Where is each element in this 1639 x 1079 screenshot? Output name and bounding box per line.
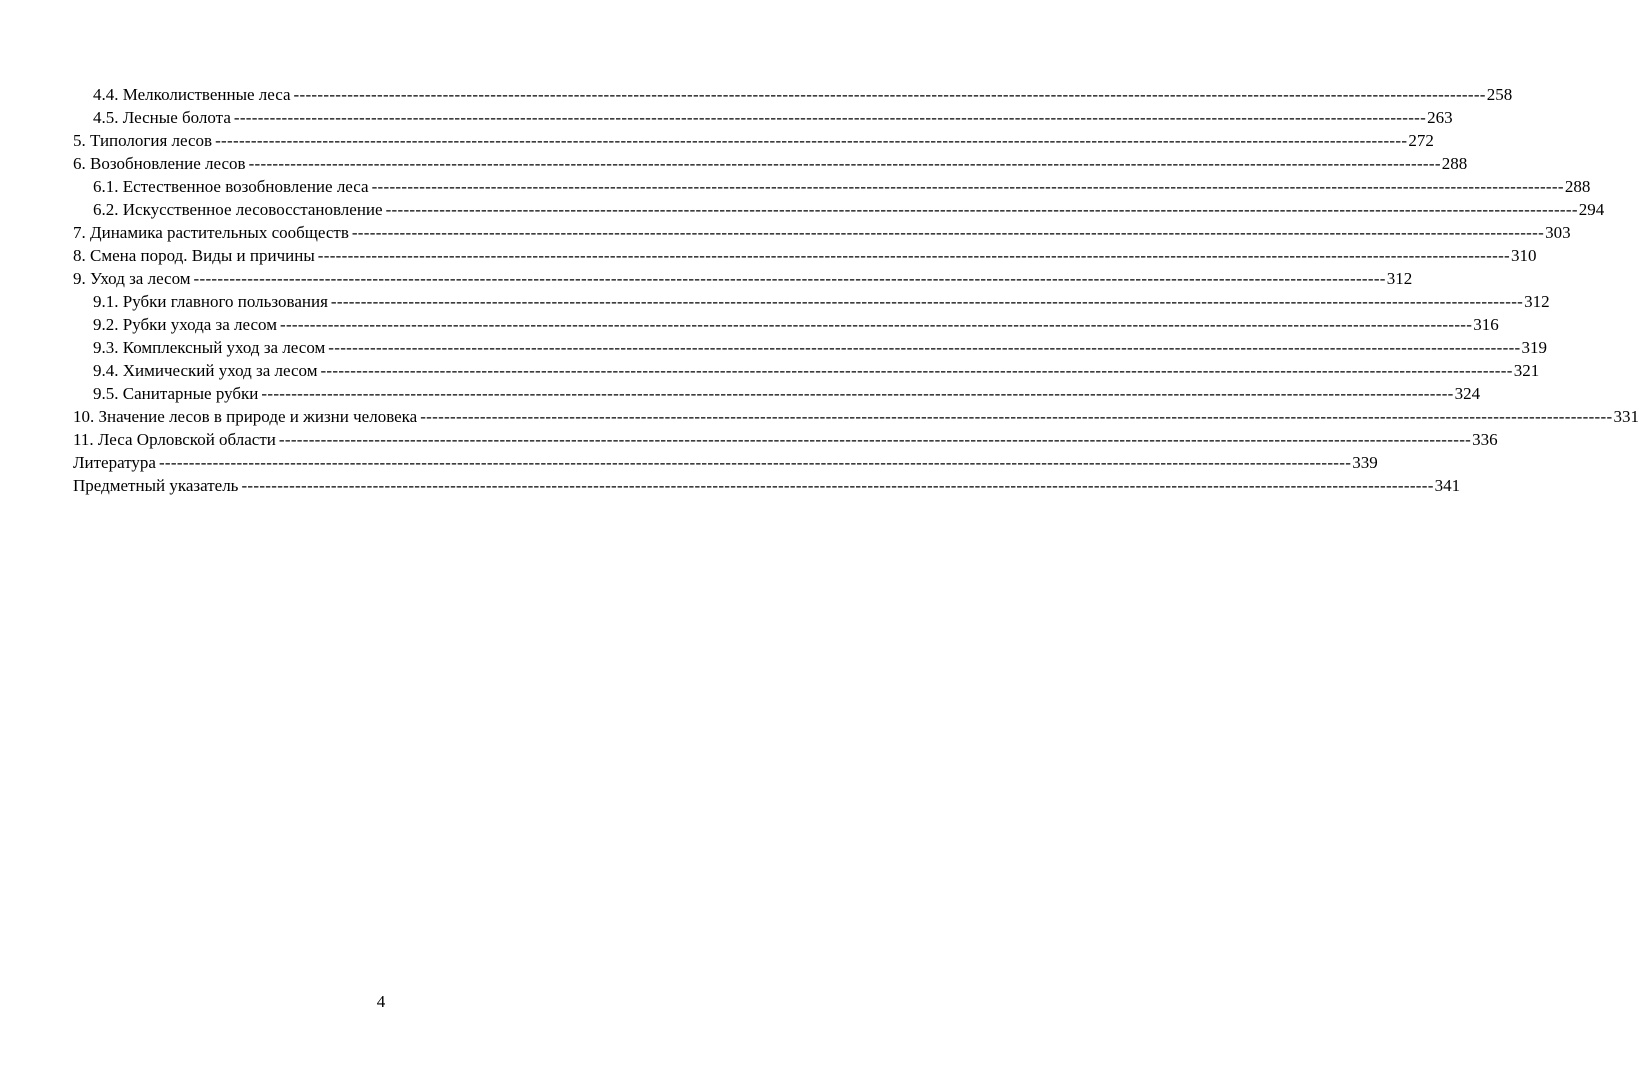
toc-entry-page: 324 [1454, 384, 1481, 403]
toc-entry[interactable] [73, 290, 1550, 313]
toc-entry[interactable] [73, 428, 1498, 451]
toc-leader-dashes: -------------------------------------------------------------------------------------------------------------------------------------------------------------------------------------------------------- [385, 200, 1578, 219]
toc-entry-title: 9.5. Санитарные рубки [93, 384, 259, 403]
toc-leader-dashes: -------------------------------------------------------------------------------------------------------------------------------------------------------------------------------------------------------- [330, 292, 1524, 311]
toc-entry-page: 341 [1434, 476, 1461, 495]
toc-entry-title: 7. Динамика растительных сообществ [73, 223, 349, 242]
toc-entry-title: 5. Типология лесов [73, 131, 213, 150]
toc-entry-page: 312 [1524, 292, 1550, 311]
toc-entry[interactable] [73, 267, 1413, 290]
toc-entry[interactable] [73, 313, 1499, 336]
toc-entry-page: 312 [1386, 269, 1413, 288]
toc-leader-dashes: -------------------------------------------------------------------------------------------------------------------------------------------------------------------------------------------------------- [351, 223, 1545, 242]
toc-entry-title: 9.2. Рубки ухода за лесом [93, 315, 277, 334]
toc-leader-dashes: -------------------------------------------------------------------------------------------------------------------------------------------------------------------------------------------------------- [280, 315, 1473, 334]
toc-leader-dashes: -------------------------------------------------------------------------------------------------------------------------------------------------------------------------------------------------------- [233, 108, 1427, 127]
toc-entry-page: 303 [1545, 223, 1571, 242]
toc-leader-dashes: -------------------------------------------------------------------------------------------------------------------------------------------------------------------------------------------------------- [278, 430, 1472, 449]
toc-entry-title: 11. Леса Орловской области [73, 430, 276, 449]
toc-entry[interactable] [73, 83, 1513, 106]
toc-entry-title: Литература [73, 453, 156, 472]
toc-leader-dashes: -------------------------------------------------------------------------------------------------------------------------------------------------------------------------------------------------------- [320, 361, 1513, 380]
toc-entry[interactable] [73, 152, 1468, 175]
toc-entry-page: 331 [1613, 407, 1639, 426]
toc-entry[interactable] [73, 382, 1481, 405]
toc-entry[interactable] [73, 198, 1605, 221]
toc-entry-page: 339 [1352, 453, 1378, 472]
toc-entry-title: 6.2. Искусственное лесовосстановление [93, 200, 383, 219]
toc-entry-page: 288 [1564, 177, 1591, 196]
page-number: 4 [376, 992, 386, 1011]
toc-entry-title: 8. Смена пород. Виды и причины [73, 246, 315, 265]
toc-leader-dashes: -------------------------------------------------------------------------------------------------------------------------------------------------------------------------------------------------------- [215, 131, 1408, 150]
toc-leader-dashes: -------------------------------------------------------------------------------------------------------------------------------------------------------------------------------------------------------- [193, 269, 1386, 288]
toc-entry-page: 316 [1473, 315, 1499, 334]
toc-entry-page: 336 [1472, 430, 1498, 449]
toc-entry[interactable] [73, 405, 1639, 428]
toc-entry-page: 319 [1521, 338, 1547, 357]
toc-entry[interactable] [73, 244, 1537, 267]
toc-entry-page: 294 [1578, 200, 1605, 219]
toc-entry-title: 9.3. Комплексный уход за лесом [93, 338, 326, 357]
toc-entry-title: 4.4. Мелколиственные леса [93, 85, 291, 104]
toc-entry[interactable] [73, 451, 1378, 474]
toc-entry[interactable] [73, 175, 1591, 198]
toc-entry-title: 4.5. Лесные болота [93, 108, 231, 127]
toc-entry-title: 9. Уход за лесом [73, 269, 191, 288]
toc-leader-dashes: -------------------------------------------------------------------------------------------------------------------------------------------------------------------------------------------------------- [293, 85, 1486, 104]
toc-entry-page: 288 [1441, 154, 1468, 173]
toc-entry-page: 258 [1486, 85, 1513, 104]
toc-leader-dashes: -------------------------------------------------------------------------------------------------------------------------------------------------------------------------------------------------------- [420, 407, 1613, 426]
toc-leader-dashes: -------------------------------------------------------------------------------------------------------------------------------------------------------------------------------------------------------- [317, 246, 1510, 265]
toc-entry-page: 321 [1513, 361, 1540, 380]
toc-entry-title: 6. Возобновление лесов [73, 154, 246, 173]
toc-leader-dashes: -------------------------------------------------------------------------------------------------------------------------------------------------------------------------------------------------------- [241, 476, 1434, 495]
toc-leader-dashes: -------------------------------------------------------------------------------------------------------------------------------------------------------------------------------------------------------- [371, 177, 1564, 196]
toc-leader-dashes: -------------------------------------------------------------------------------------------------------------------------------------------------------------------------------------------------------- [248, 154, 1441, 173]
toc-entry[interactable] [73, 106, 1453, 129]
toc-leader-dashes: -------------------------------------------------------------------------------------------------------------------------------------------------------------------------------------------------------- [328, 338, 1521, 357]
toc-entry-title: 10. Значение лесов в природе и жизни человека [73, 407, 418, 426]
toc-entry[interactable] [73, 336, 1547, 359]
toc-entry[interactable] [73, 359, 1540, 382]
toc-entry-title: 6.1. Естественное возобновление леса [93, 177, 369, 196]
toc-entry-page: 310 [1511, 246, 1537, 265]
toc-entry[interactable] [73, 474, 1461, 497]
toc-entry-page: 263 [1427, 108, 1453, 127]
toc-leader-dashes: -------------------------------------------------------------------------------------------------------------------------------------------------------------------------------------------------------- [158, 453, 1352, 472]
table-of-contents [73, 83, 1639, 497]
toc-entry-page: 272 [1408, 131, 1434, 150]
toc-leader-dashes: -------------------------------------------------------------------------------------------------------------------------------------------------------------------------------------------------------- [261, 384, 1454, 403]
toc-entry[interactable] [73, 221, 1571, 244]
toc-entry-title: 9.4. Химический уход за лесом [93, 361, 318, 380]
toc-entry[interactable] [73, 129, 1434, 152]
toc-entry-title: 9.1. Рубки главного пользования [93, 292, 328, 311]
toc-entry-title: Предметный указатель [73, 476, 239, 495]
